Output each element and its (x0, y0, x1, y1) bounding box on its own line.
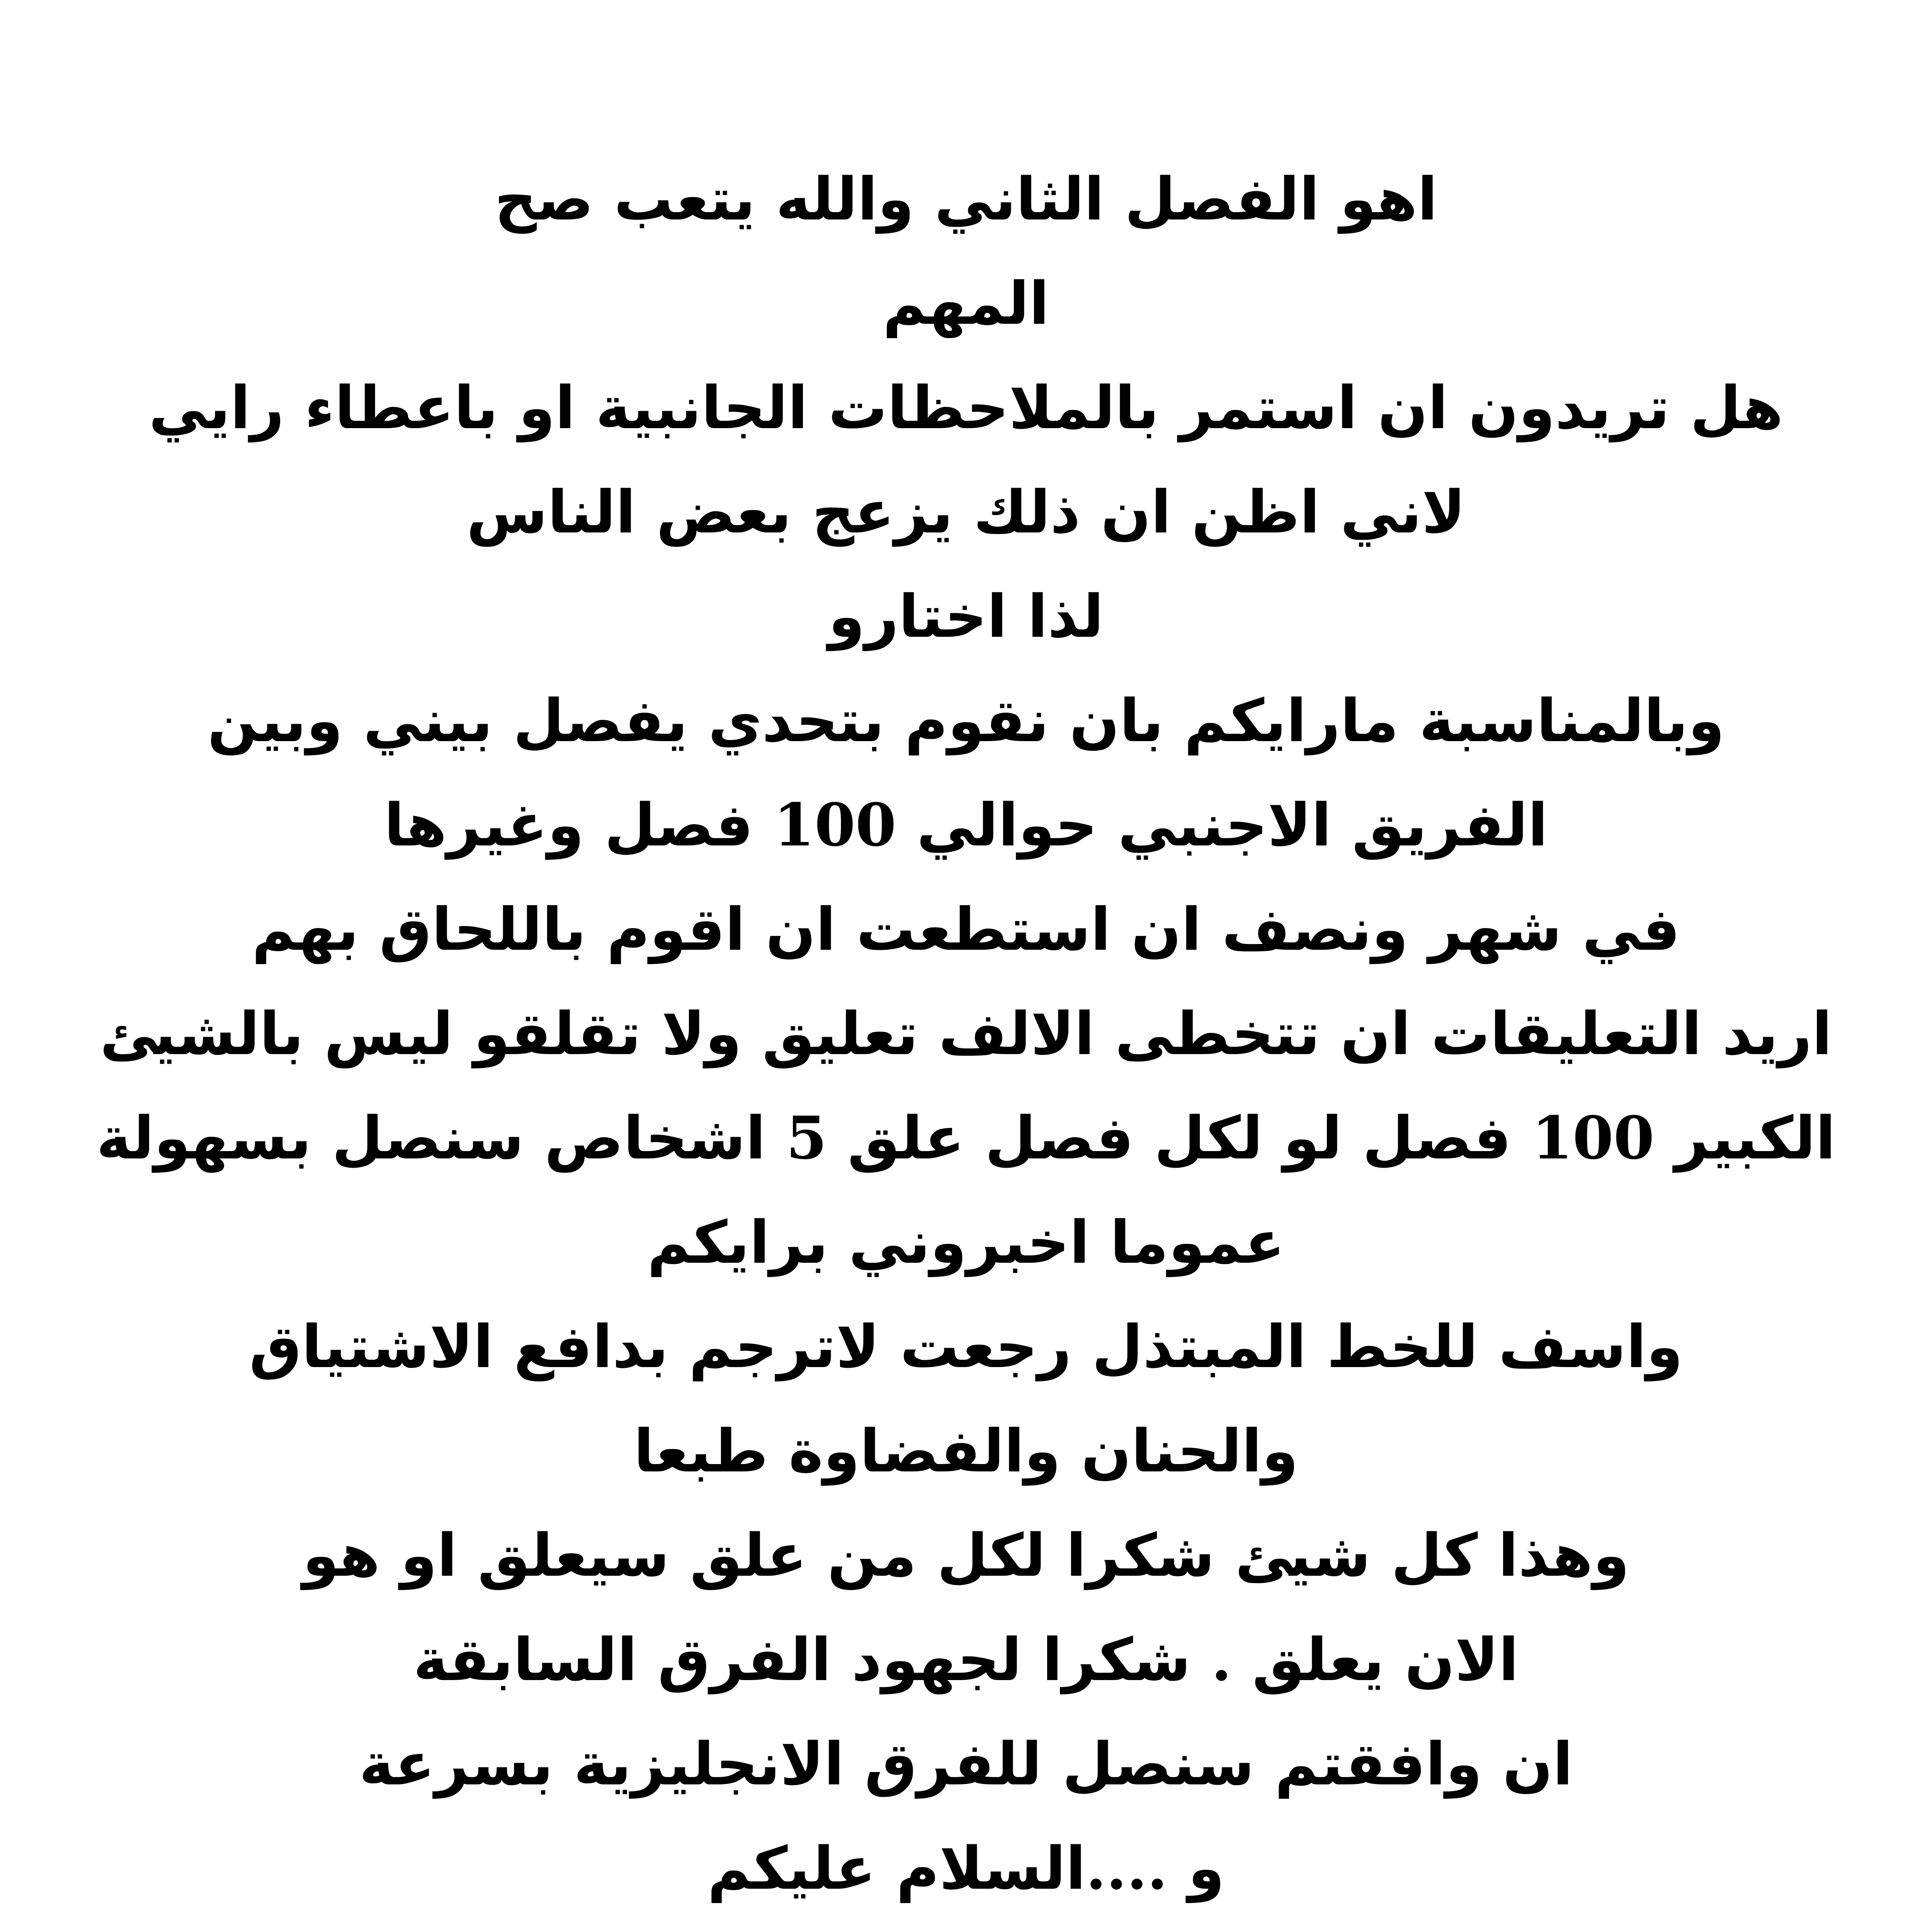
text-line: الكبير 100 فصل لو لكل فصل علق 5 اشخاص سنصل بسهولة (96, 1103, 1836, 1172)
text-line: في شهر ونصف ان استطعت ان اقوم باللحاق بهم (252, 895, 1680, 964)
text-line: واسف للخط المبتذل رجعت لاترجم بدافع الاشتياق (249, 1312, 1683, 1381)
text-line: الفريق الاجنبي حوالي 100 فصل وغيرها (384, 790, 1548, 859)
text-line: لذا اختارو (828, 582, 1104, 651)
text-line: لاني اظن ان ذلك يزعج بعض الناس (466, 477, 1466, 546)
text-line: المهم (883, 269, 1049, 338)
text-line: هل تريدون ان استمر بالملاحظات الجانبية او باعطاء رايي (148, 373, 1784, 442)
text-line: وبالمناسبة مارايكم بان نقوم بتحدي يفصل بيني وبين (207, 686, 1725, 755)
text-line: وهذا كل شيئ شكرا لكل من علق سيعلق او هو (302, 1520, 1630, 1590)
text-line: والحنان والفضاوة طبعا (633, 1416, 1299, 1485)
text-line: ان وافقتم سنصل للفرق الانجليزية بسرعة (359, 1729, 1573, 1798)
document-text (0, 147, 1932, 1920)
text-line: اهو الفصل الثاني والله يتعب صح (494, 164, 1438, 233)
text-line: اريد التعليقات ان تتخطى الالف تعليق ولا تقلقو ليس بالشيئ (100, 999, 1832, 1068)
text-line: الان يعلق . شكرا لجهود الفرق السابقة (413, 1625, 1519, 1694)
text-line: عموما اخبروني برايكم (647, 1208, 1285, 1277)
text-line: و ....السلام عليكم (707, 1833, 1225, 1903)
